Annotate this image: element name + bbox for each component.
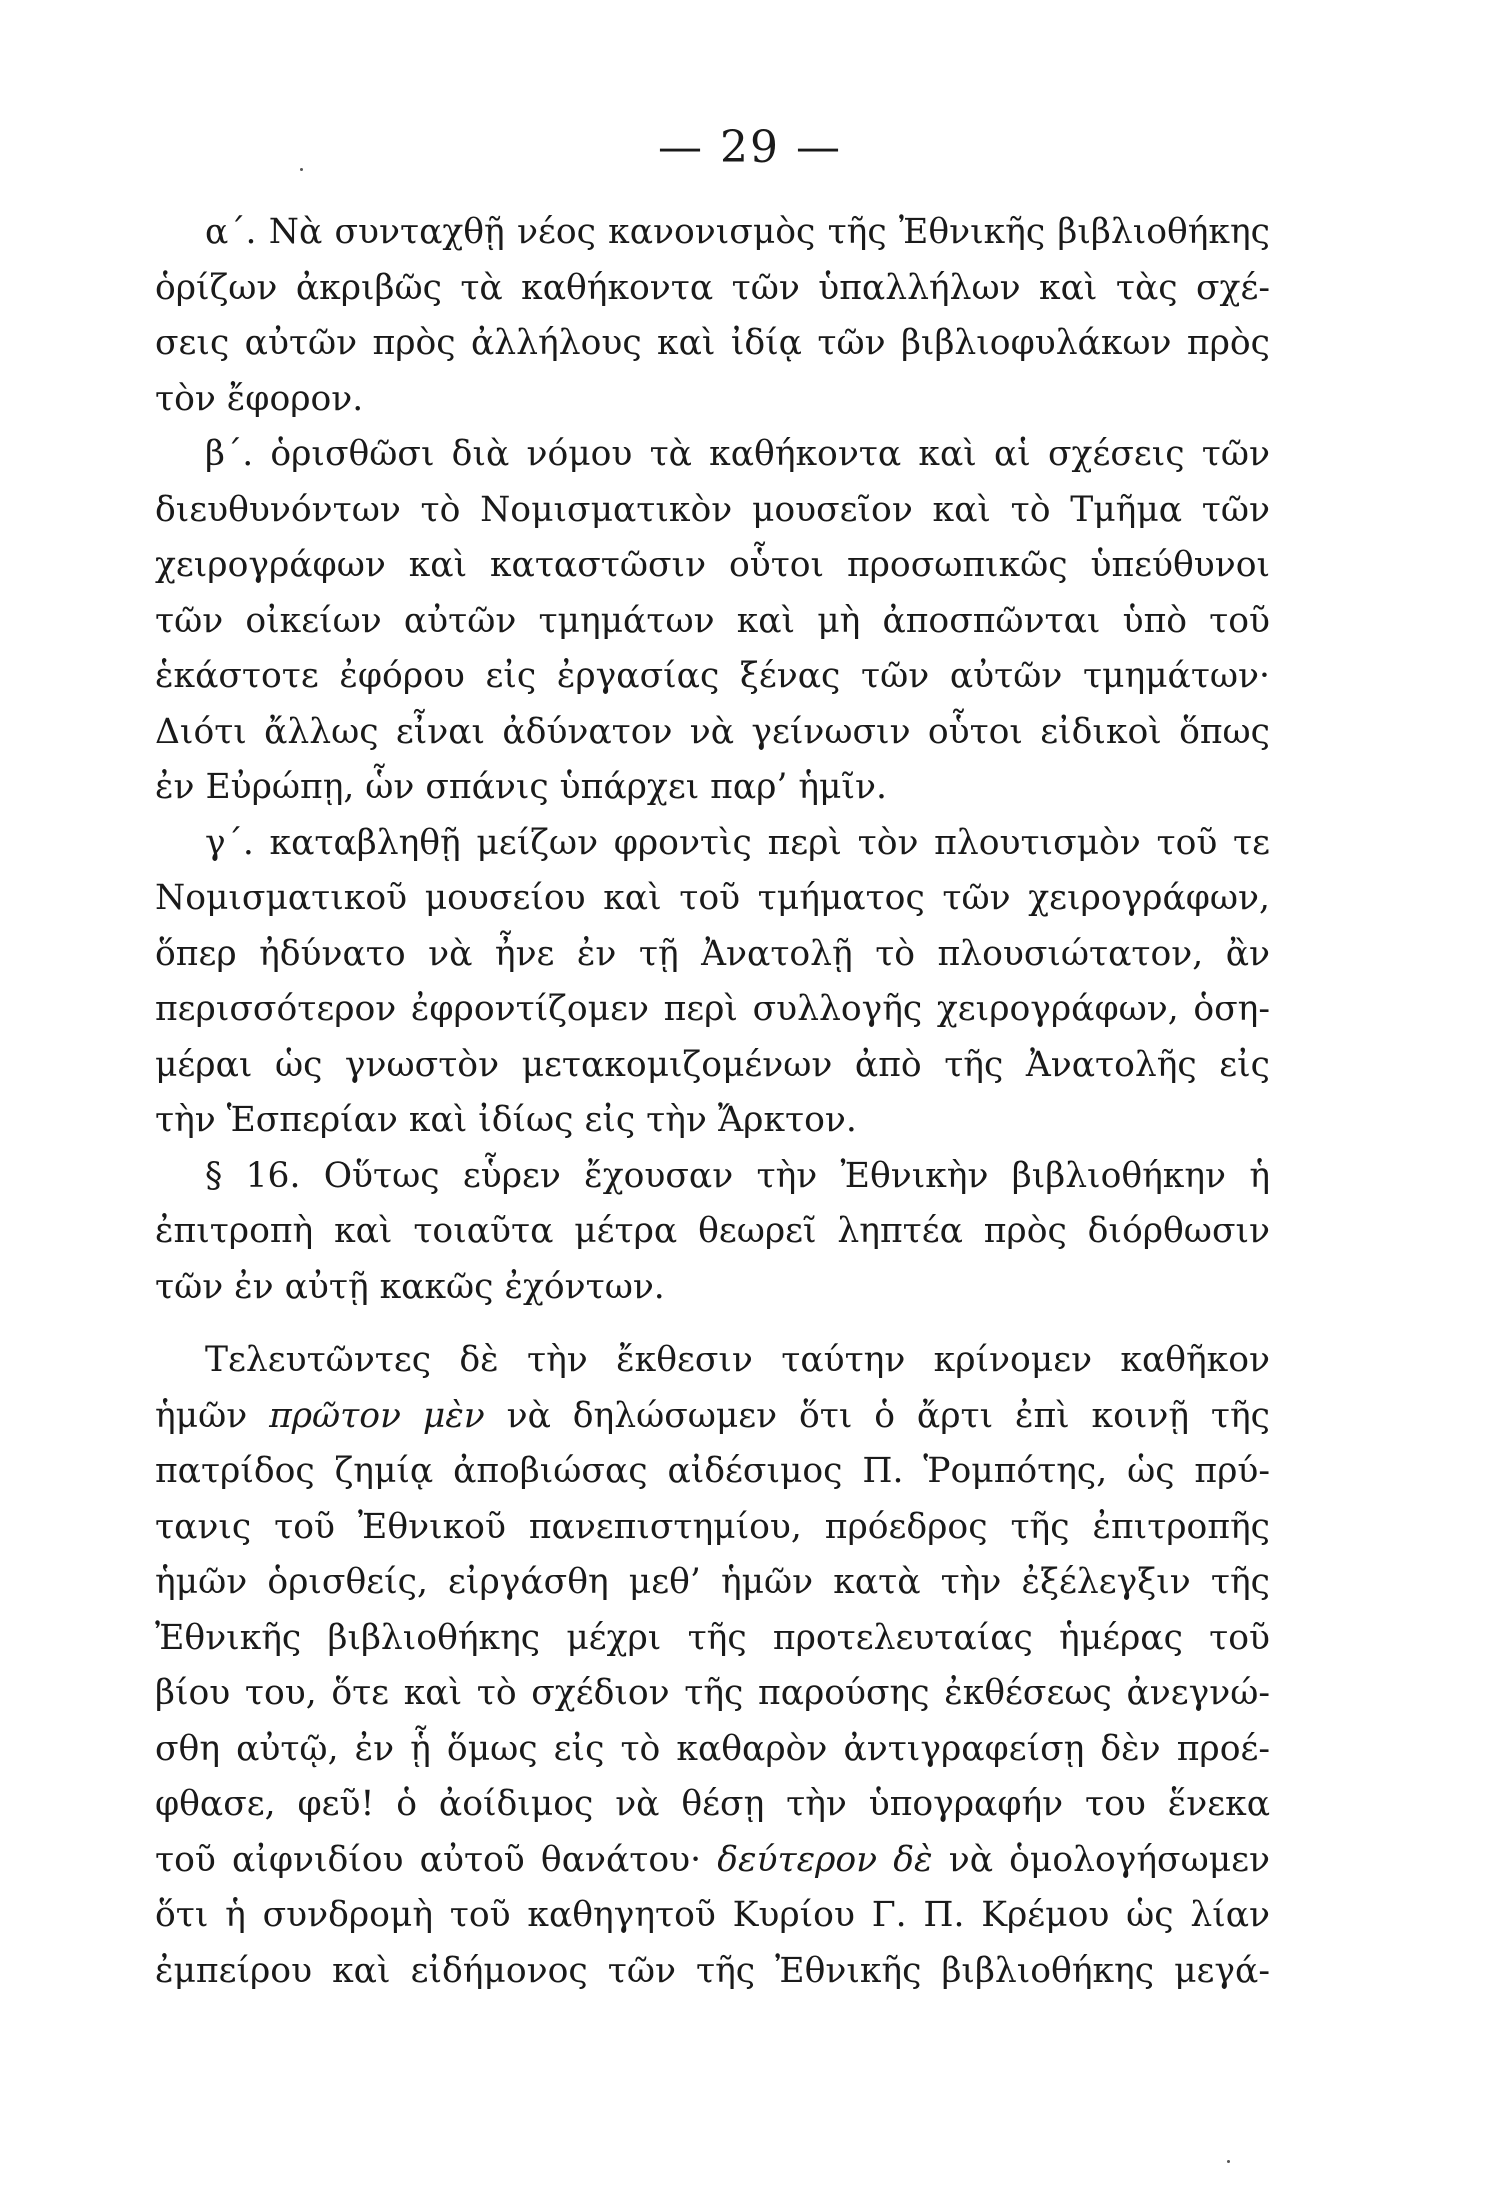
text-line: βίου του, ὅτε καὶ τὸ σχέδιον τῆς παρούσης ἐκθέσεως ἀνεγνώ- [155,1673,1270,1713]
paragraph-alpha [155,205,1270,427]
text-line: χειρογράφων καὶ καταστῶσιν οὗτοι προσωπικῶς ὑπεύθυνοι [155,545,1270,585]
emphasis: πρῶτον μὲν [269,1395,485,1436]
text-line: περισσότερον ἐφροντίζομεν περὶ συλλογῆς χειρογράφων, ὁση- [155,989,1270,1029]
scan-speck [300,168,303,171]
text-line: τανις τοῦ Ἐθνικοῦ πανεπιστημίου, πρόεδρος τῆς ἐπιτροπῆς [155,1506,1270,1547]
emphasis: δεύτερον δὲ [717,1839,933,1880]
text-line: β΄. ὁρισθῶσι διὰ νόμου τὰ καθήκοντα καὶ αἱ σχέσεις τῶν [205,434,1270,474]
text-line: ἑκάστοτε ἐφόρου εἰς ἐργασίας ξένας τῶν αὐτῶν τμημάτων· [155,656,1270,696]
text-line: Νομισματικοῦ μουσείου καὶ τοῦ τμήματος τῶν χειρογράφων, [155,878,1270,918]
text-line: τῶν ἐν αὐτῇ κακῶς ἐχόντων. [155,1266,665,1307]
page-number: — 29 — [658,122,842,173]
text-line: μέραι ὡς γνωστὸν μετακομιζομένων ἀπὸ τῆς Ἀνατολῆς εἰς [155,1044,1270,1085]
text-line: σθη αὐτῷ, ἐν ᾗ ὅμως εἰς τὸ καθαρὸν ἀντιγραφείσῃ δὲν προέ- [155,1728,1270,1769]
text-line: τὴν Ἑσπερίαν καὶ ἰδίως εἰς τὴν Ἄρκτον. [155,1100,857,1140]
text-line: α΄. Νὰ συνταχθῇ νέος κανονισμὸς τῆς Ἐθνικῆς βιβλιοθήκης [205,212,1270,252]
text-line: Ἐθνικῆς βιβλιοθήκης μέχρι τῆς προτελευταίας ἡμέρας τοῦ [155,1617,1270,1658]
text-line: πατρίδος ζημίᾳ ἀποβιώσας αἰδέσιμος Π. Ῥομπότης, ὡς πρύ- [155,1451,1270,1491]
text-line: φθασε, φεῦ! ὁ ἀοίδιμος νὰ θέσῃ τὴν ὑπογραφήν του ἕνεκα [155,1784,1270,1824]
text-line: τὸν ἔφορον. [155,378,364,419]
text-line: γ΄. καταβληθῇ μείζων φροντὶς περὶ τὸν πλουτισμὸν τοῦ τε [205,822,1270,863]
text-line: ἐν Εὐρώπῃ, ὧν σπάνις ὑπάρχει παρ’ ἡμῖν. [155,767,887,807]
section-16 [155,1149,1270,1316]
text-line: ἐπιτροπὴ καὶ τοιαῦτα μέτρα θεωρεῖ ληπτέα πρὸς διόρθωσιν [155,1211,1270,1251]
text-line: ἡμῶν πρῶτον μὲν νὰ δηλώσωμεν ὅτι ὁ ἄρτι ἐπὶ κοινῇ τῆς [155,1395,1270,1436]
text-line: Τελευτῶντες δὲ τὴν ἔκθεσιν ταύτην κρίνομεν καθῆκον [205,1340,1270,1380]
text-line: τῶν οἰκείων αὐτῶν τμημάτων καὶ μὴ ἀποσπῶνται ὑπὸ τοῦ [155,600,1270,641]
text-line: § 16. Οὕτως εὗρεν ἔχουσαν τὴν Ἐθνικὴν βιβλιοθήκην ἡ [205,1155,1270,1196]
text-line: ἡμῶν ὁρισθείς, εἰργάσθη μεθ’ ἡμῶν κατὰ τὴν ἐξέλεγξιν τῆς [155,1562,1270,1602]
text-line: Διότι ἄλλως εἶναι ἀδύνατον νὰ γείνωσιν οὗτοι εἰδικοὶ ὅπως [155,711,1270,752]
paragraph-closing [155,1333,1270,1999]
body-text [155,205,1270,1999]
text-line: ὅπερ ἠδύνατο νὰ ἦνε ἐν τῇ Ἀνατολῇ τὸ πλουσιώτατον, ἂν [155,933,1270,974]
text-line: διευθυνόντων τὸ Νομισματικὸν μουσεῖον καὶ τὸ Τμῆμα τῶν [155,489,1270,530]
text-line: τοῦ αἰφνιδίου αὐτοῦ θανάτου· δεύτερον δὲ νὰ ὁμολογήσωμεν [155,1839,1270,1880]
text-line: ὅτι ἡ συνδρομὴ τοῦ καθηγητοῦ Κυρίου Γ. Π. Κρέμου ὡς λίαν [155,1895,1270,1935]
text-line: ἐμπείρου καὶ εἰδήμονος τῶν τῆς Ἐθνικῆς βιβλιοθήκης μεγά- [155,1950,1270,1991]
text-line: ὁρίζων ἀκριβῶς τὰ καθήκοντα τῶν ὑπαλλήλων καὶ τὰς σχέ- [155,267,1270,308]
paragraph-beta [155,427,1270,816]
paragraph-gamma [155,816,1270,1149]
scan-speck [1227,2160,1230,2163]
text-line: σεις αὐτῶν πρὸς ἀλλήλους καὶ ἰδίᾳ τῶν βιβλιοφυλάκων πρὸς [155,323,1270,363]
